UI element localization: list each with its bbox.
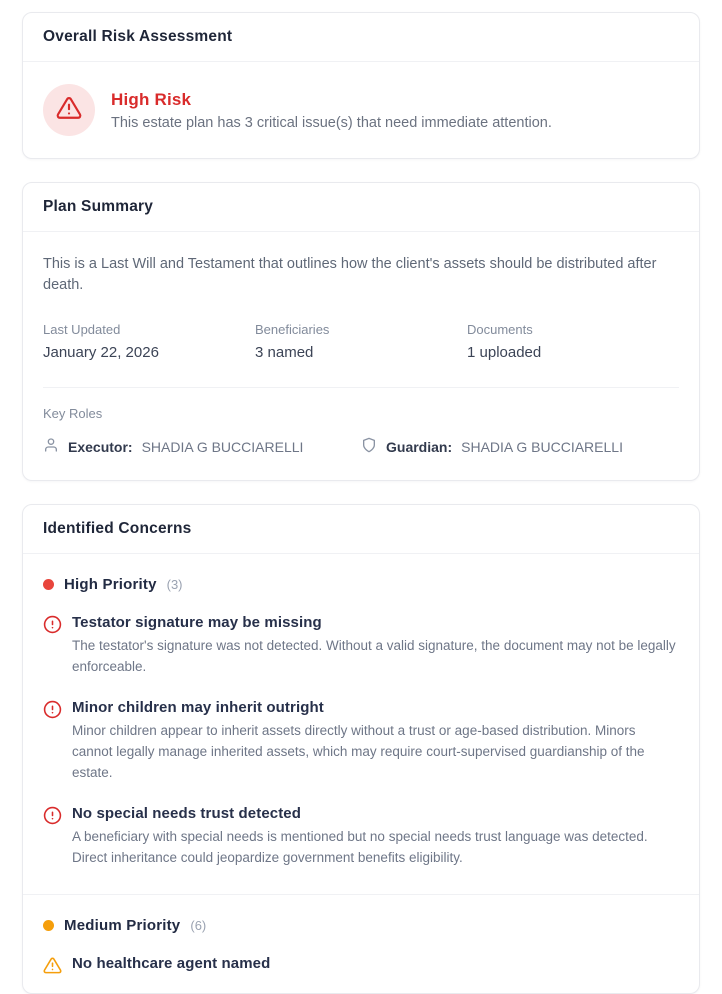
stat-value: January 22, 2026 [43, 344, 159, 362]
concern-description: Minor children appear to inherit assets directly without a trust or age-based distribution. Minors cannot legally manage inherited assets, which may require court-supervised guardianship of the estate. [72, 722, 645, 780]
plan-description: This is a Last Will and Testament that outlines how the client's assets should be distributed after death. [43, 256, 657, 294]
stat-beneficiaries [255, 322, 467, 361]
stat-value: 1 uploaded [467, 344, 542, 362]
identified-concerns-card-title: Identified Concerns [23, 505, 699, 554]
concern-item [43, 805, 679, 869]
plan-summary-card [22, 182, 700, 481]
priority-label: Medium Priority [64, 917, 181, 935]
priority-count: (3) [166, 577, 183, 593]
risk-description: This estate plan has 3 critical issue(s) that need immediate attention. [111, 114, 552, 131]
medium-priority-section [23, 894, 699, 993]
concern-title: No special needs trust detected [72, 804, 302, 822]
concern-text [72, 614, 679, 678]
risk-level: High Risk [111, 89, 192, 109]
concern-title: Testator signature may be missing [72, 614, 322, 632]
concern-title: No healthcare agent named [72, 955, 271, 973]
risk-text [111, 90, 552, 131]
shield-icon [361, 437, 377, 456]
roles-grid [43, 437, 679, 456]
role-label: Executor: [68, 438, 133, 455]
stat-value: 3 named [255, 344, 314, 362]
stat-documents [467, 322, 679, 361]
concern-item [43, 699, 679, 784]
plan-stats [43, 322, 679, 361]
plan-summary-body [23, 232, 699, 480]
concern-text [72, 699, 679, 784]
role-guardian [361, 437, 679, 456]
priority-label: High Priority [64, 576, 157, 594]
high-priority-header [43, 576, 679, 593]
alert-circle-icon [43, 615, 62, 634]
concern-description: A beneficiary with special needs is mentioned but no special needs trust language was detected. Direct inheritance could jeopardize government benefits eligibility. [72, 828, 648, 865]
medium-priority-header [43, 917, 679, 934]
alert-circle-icon [43, 700, 62, 719]
concern-item [43, 614, 679, 678]
identified-concerns-card [22, 504, 700, 994]
plan-summary-card-title: Plan Summary [23, 183, 699, 232]
stat-last-updated [43, 322, 255, 361]
concern-text [72, 805, 679, 869]
person-icon [43, 437, 59, 456]
concern-description: The testator's signature was not detected. Without a valid signature, the document may not be legally enforceable. [72, 638, 676, 674]
high-priority-dot-icon [43, 579, 54, 590]
alert-circle-icon [43, 806, 62, 825]
high-priority-section [23, 554, 699, 894]
alert-triangle-icon [43, 956, 62, 975]
stat-label: Beneficiaries [255, 322, 330, 338]
stat-label: Last Updated [43, 322, 121, 338]
role-name: SHADIA G BUCCIARELLI [461, 438, 623, 455]
role-executor [43, 437, 361, 456]
stat-label: Documents [467, 322, 533, 338]
priority-count: (6) [190, 918, 207, 934]
medium-priority-dot-icon [43, 920, 54, 931]
concern-item [43, 955, 679, 975]
role-name: SHADIA G BUCCIARELLI [141, 438, 304, 455]
concern-title: Minor children may inherit outright [72, 698, 324, 716]
overall-risk-card-title: Overall Risk Assessment [23, 13, 699, 62]
key-roles-section [43, 387, 679, 456]
role-label: Guardian: [386, 438, 453, 455]
warning-triangle-icon [56, 95, 82, 126]
overall-risk-body [23, 62, 699, 158]
overall-risk-card [22, 12, 700, 159]
key-roles-label: Key Roles [43, 406, 103, 422]
risk-badge [43, 84, 95, 136]
concern-text [72, 955, 270, 975]
